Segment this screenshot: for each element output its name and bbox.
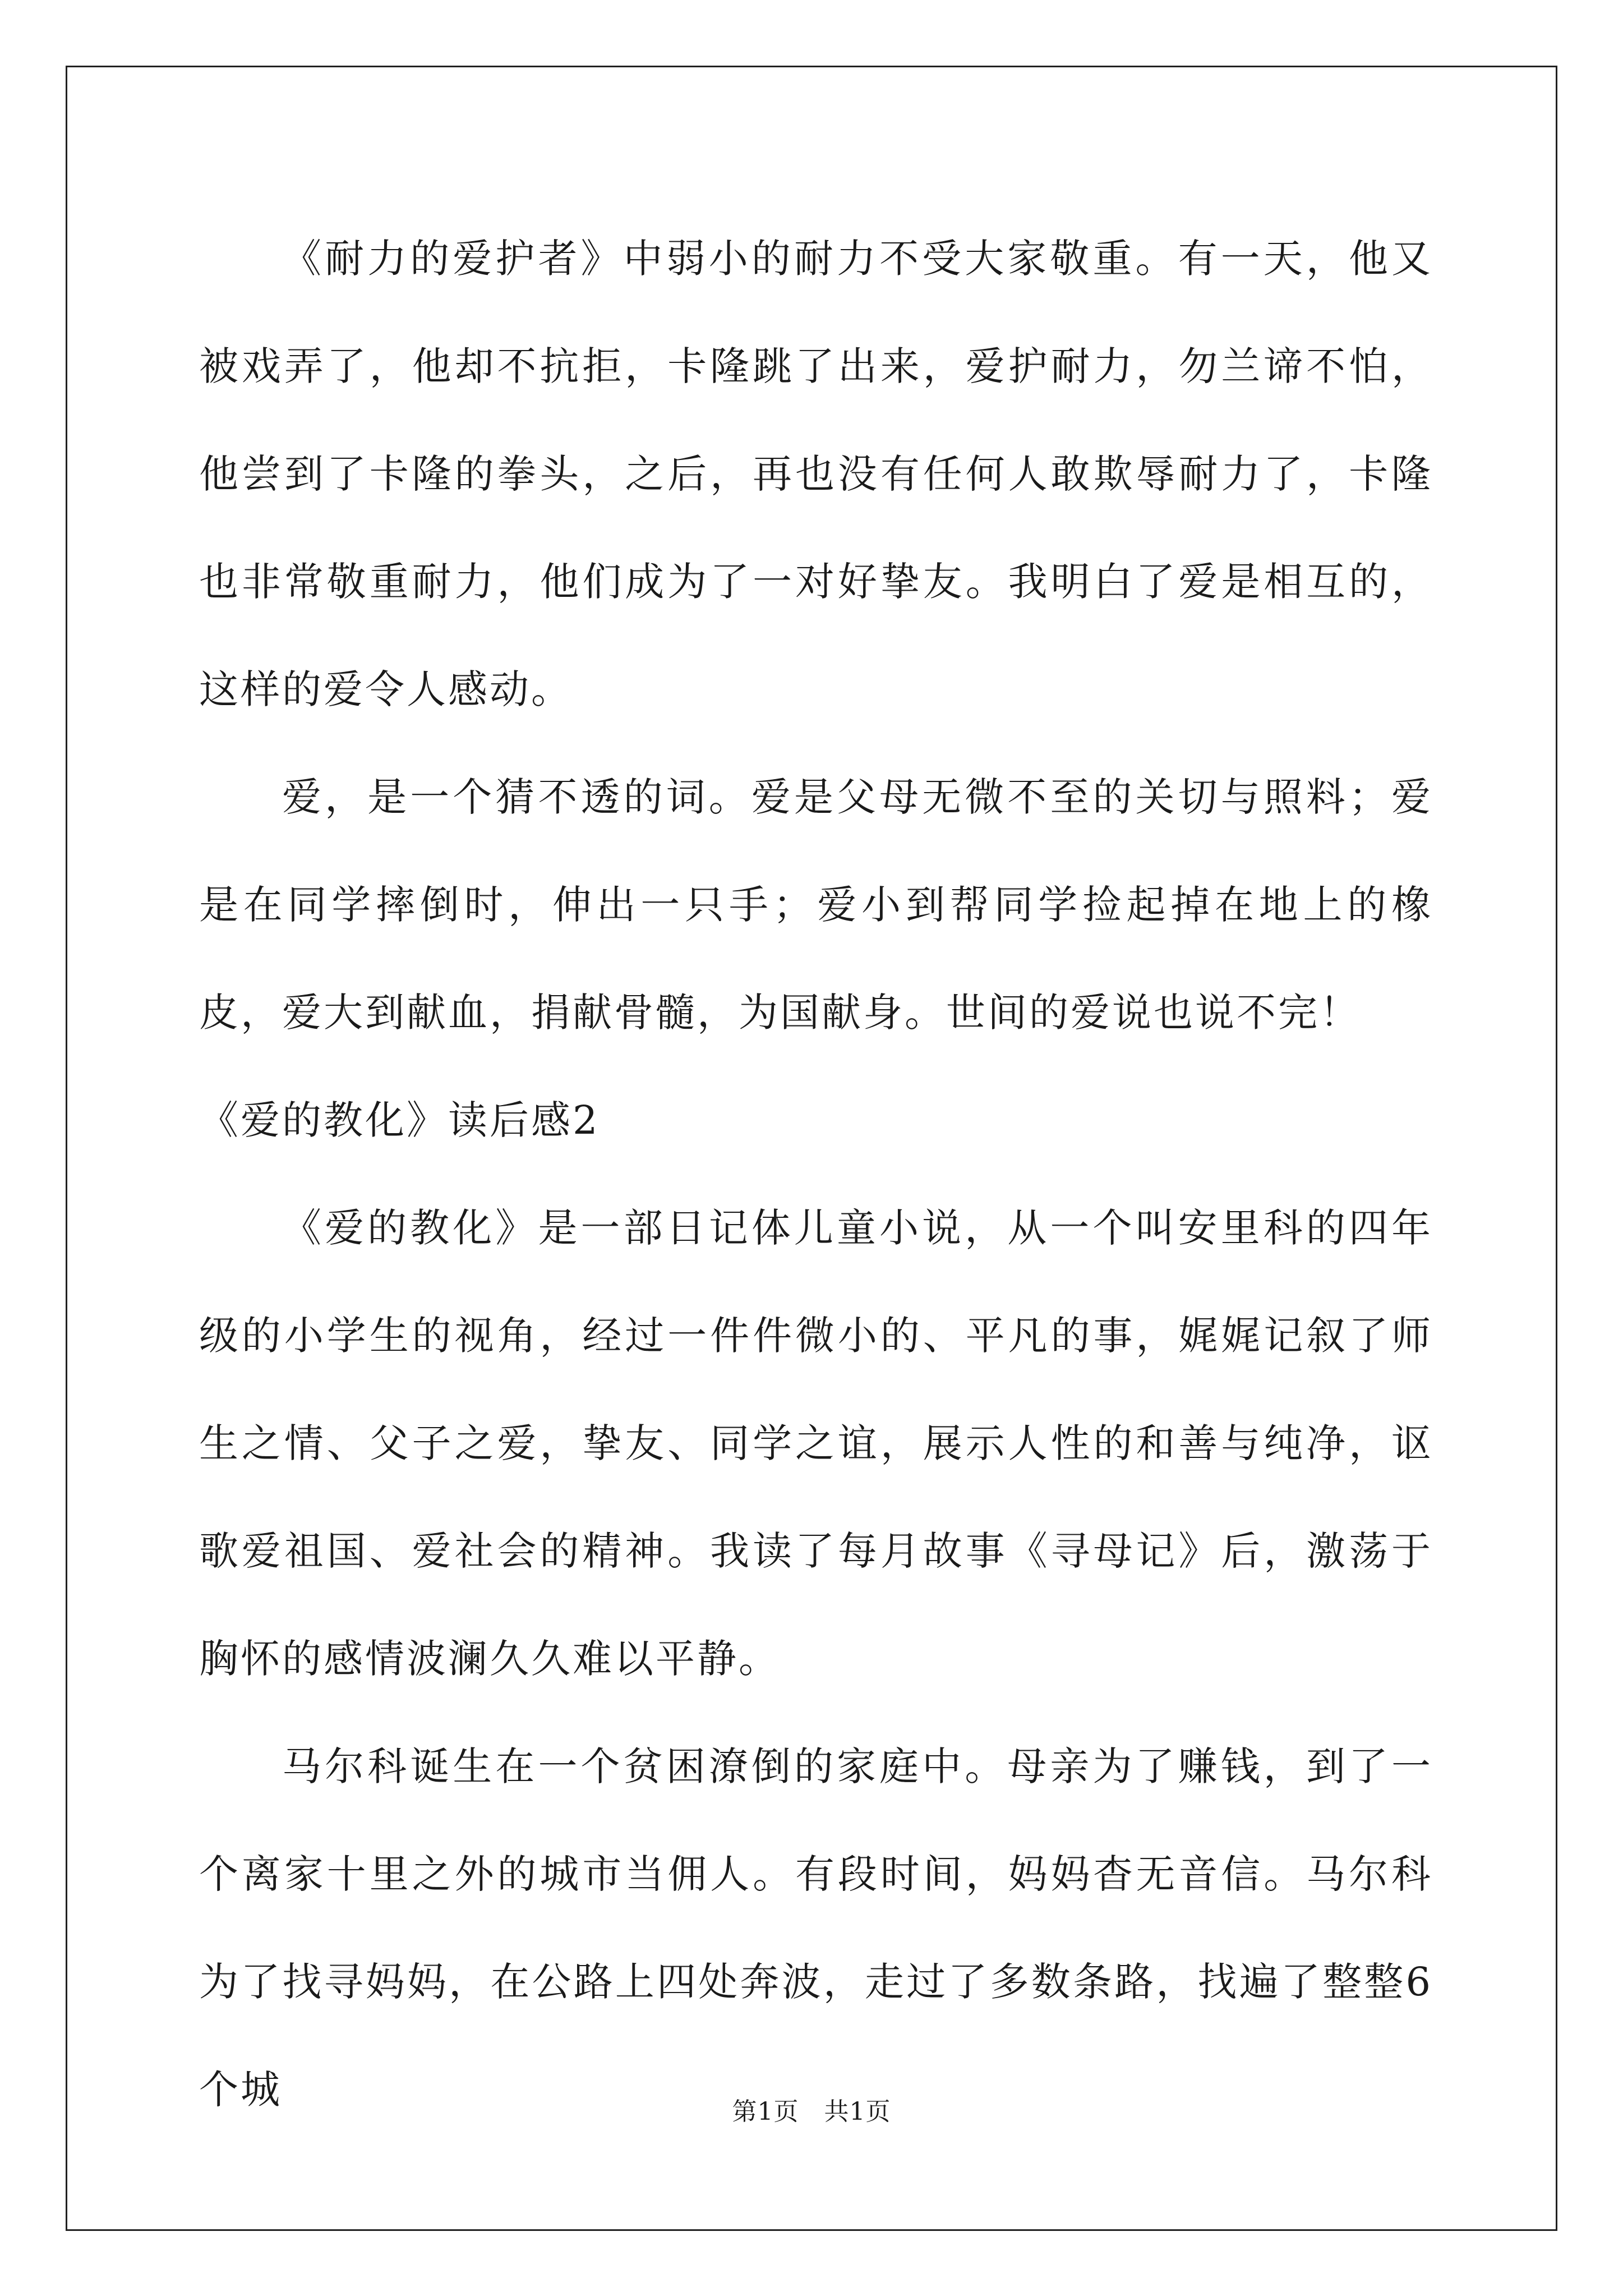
paragraph-3: 《爱的教化》是一部日记体儿童小说，从一个叫安里科的四年级的小学生的视角，经过一件件微小的、平凡的事，娓娓记叙了师生之情、父子之爱，挚友、同学之谊，展示人性的和善与纯净，讴歌爱祖国、爱社会的精神。我读了每月故事《寻母记》后，激荡于胸怀的感情波澜久久难以平静。 (199, 1205, 1433, 1682)
paragraph-4: 马尔科诞生在一个贫困潦倒的家庭中。母亲为了赚钱，到了一个离家十里之外的城市当佣人。有段时间，妈妈杳无音信。马尔科为了找寻妈妈，在公路上四处奔波，走过了多数条路，找遍了整整6个城 (199, 1743, 1433, 2113)
paragraph-1: 《耐力的爱护者》中弱小的耐力不受大家敬重。有一天，他又被戏弄了，他却不抗拒，卡隆跳了出来，爱护耐力，勿兰谛不怕，他尝到了卡隆的拳头，之后，再也没有任何人敢欺辱耐力了，卡隆也非常敬重耐力，他们成为了一对好挚友。我明白了爱是相互的，这样的爱令人感动。 (199, 236, 1433, 712)
paragraph-2: 爱，是一个猜不透的词。爱是父母无微不至的关切与照料；爱是在同学摔倒时，伸出一只手；爱小到帮同学捡起掉在地上的橡皮，爱大到献血，捐献骨髓，为国献身。世间的爱说也说不完！ (199, 774, 1433, 1036)
section-heading: 《爱的教化》读后感2 (199, 1097, 600, 1143)
page-footer: 第1页 共1页 (732, 2097, 891, 2126)
document-body (199, 205, 1433, 2143)
